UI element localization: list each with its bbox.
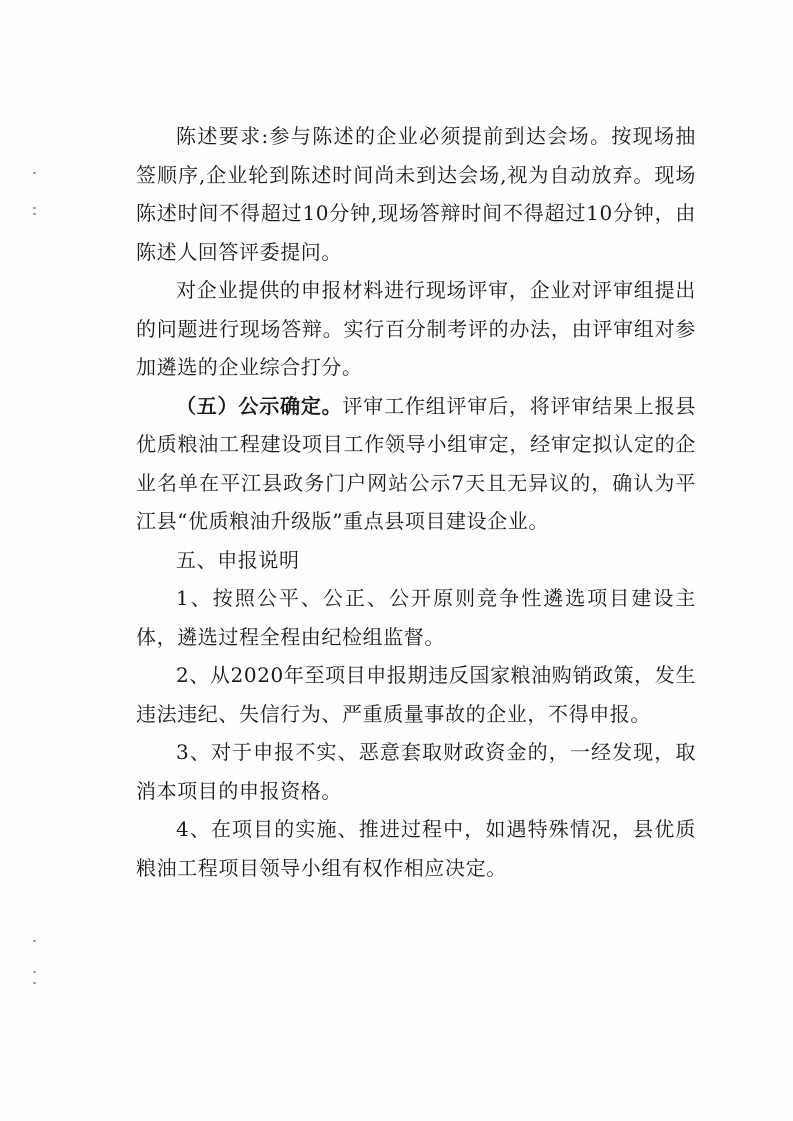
list-item-4: 4、在项目的实施、推进过程中，如遇特殊情况，县优质粮油工程项目领导小组有权作相应决定。 <box>136 817 696 880</box>
scan-binding-mark <box>33 207 36 209</box>
scan-binding-mark <box>33 940 36 942</box>
subsection-title-public-notice: （五）公示确定。 <box>176 393 343 418</box>
scan-binding-mark <box>33 213 36 215</box>
paragraph-public-notice <box>136 387 696 541</box>
list-item-3: 3、对于申报不实、恶意套取财政资金的，一经发现，取消本项目的申报资格。 <box>136 740 696 803</box>
list-item-2: 2、从2020年至项目申报期违反国家粮油购销政策，发生违法违纪、失信行为、严重质量事故的企业，不得申报。 <box>136 663 696 726</box>
scan-binding-mark <box>33 172 36 174</box>
scan-binding-mark <box>33 971 36 973</box>
document-body <box>136 117 696 887</box>
list-item-1: 1、按照公平、公正、公开原则竞争性遴选项目建设主体，遴选过程全程由纪检组监督。 <box>136 586 696 649</box>
scan-binding-mark <box>33 982 36 984</box>
paragraph-public-notice-text: 评审工作组评审后，将评审结果上报县优质粮油工程建设项目工作领导小组审定，经审定拟认定的企业名单在平江县政务门户网站公示7天且无异议的，确认为平江县“优质粮油升级版”重点县项目建设企业。 <box>136 393 696 533</box>
paragraph-on-site-review: 对企业提供的申报材料进行现场评审，企业对评审组提出的问题进行现场答辩。实行百分制考评的办法，由评审组对参加遴选的企业综合打分。 <box>136 278 696 379</box>
section-heading-application-notes: 五、申报说明 <box>176 547 300 572</box>
paragraph-statement-requirements: 陈述要求:参与陈述的企业必须提前到达会场。按现场抽签顺序,企业轮到陈述时间尚未到达会场,视为自动放弃。现场陈述时间不得超过10分钟,现场答辩时间不得超过10分钟，由陈述人回答评委提问。 <box>136 124 696 264</box>
